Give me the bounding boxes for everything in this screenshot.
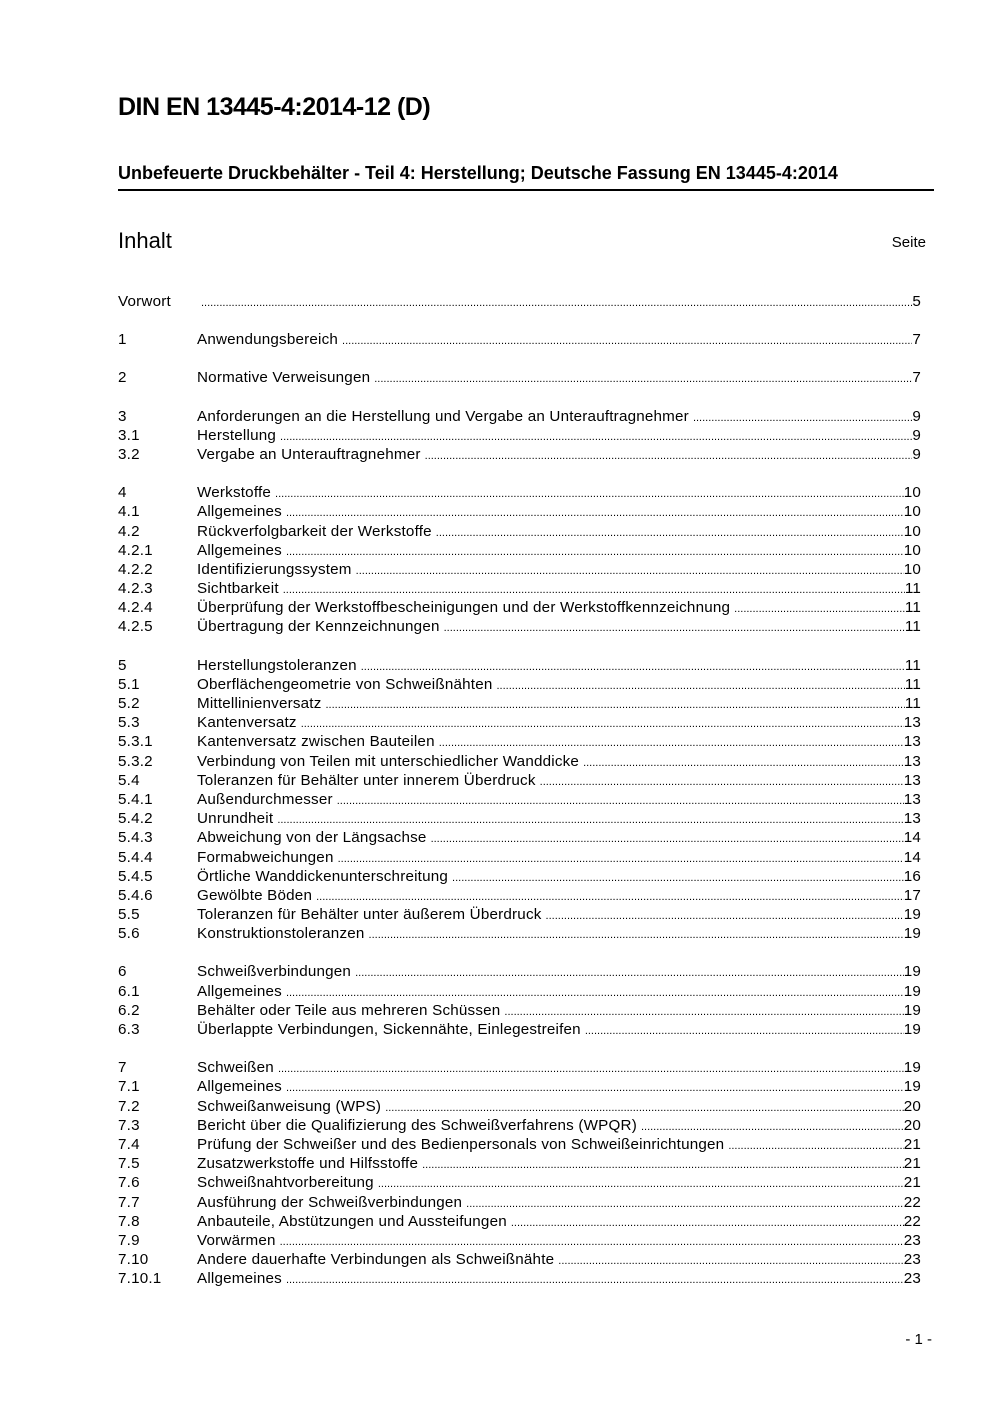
page-column-label: Seite: [891, 234, 926, 251]
toc-entry-title: Andere dauerhafte Verbindungen als Schweißnähte: [197, 1251, 555, 1269]
toc-entry-number: 4.2.1: [118, 541, 153, 559]
toc-entry-number: 5.4.3: [118, 829, 153, 847]
toc-entry-title: Ausführung der Schweißverbindungen: [197, 1193, 463, 1211]
toc-entry-number: 4.2: [118, 522, 140, 540]
toc-dot-leader: [546, 907, 904, 926]
toc-entry[interactable]: [118, 1212, 921, 1231]
toc-entry-page: 23: [903, 1231, 921, 1249]
toc-entry-page: 17: [903, 886, 921, 904]
toc-dot-leader: [425, 447, 913, 466]
toc-entry-page: 11: [904, 599, 921, 617]
toc-entry-title: Örtliche Wanddickenunterschreitung: [197, 867, 449, 885]
toc-dot-leader: [201, 294, 912, 313]
toc-entry-title: Rückverfolgbarkeit der Werkstoffe: [197, 522, 432, 540]
toc-entry[interactable]: [118, 867, 921, 886]
toc-entry-page: 13: [903, 771, 921, 789]
toc-entry-number: 2: [118, 369, 127, 387]
toc-entry-number: 5.4.2: [118, 810, 153, 828]
toc-entry-title: Normative Verweisungen: [197, 369, 371, 387]
toc-entry-number: 3.1: [118, 426, 140, 444]
toc-dot-leader: [497, 677, 905, 696]
toc-entry[interactable]: [118, 1001, 921, 1020]
toc-entry-number: 3.2: [118, 445, 140, 463]
toc-entry-title: Toleranzen für Behälter unter innerem Überdruck: [197, 771, 536, 789]
toc-entry-page: 21: [903, 1174, 921, 1192]
toc-entry-page: 10: [903, 541, 921, 559]
toc-dot-leader: [693, 409, 912, 428]
toc-group: [118, 292, 921, 311]
toc-entry[interactable]: [118, 1231, 921, 1250]
toc-entry-page: 13: [903, 790, 921, 808]
toc-entry-title: Allgemeines: [197, 1078, 282, 1096]
toc-entry-title: Allgemeines: [197, 541, 282, 559]
toc-dot-leader: [558, 1252, 903, 1271]
toc-entry[interactable]: [118, 1250, 921, 1269]
toc-entry-page: 11: [904, 656, 921, 674]
toc-entry-title: Gewölbte Böden: [197, 886, 313, 904]
toc-entry-title: Schweißanweisung (WPS): [197, 1097, 382, 1115]
toc-entry-number: 5.1: [118, 675, 140, 693]
toc-entry-number: 4.2.5: [118, 618, 153, 636]
toc-entry[interactable]: [118, 502, 921, 521]
toc-entry-page: 14: [903, 848, 921, 866]
toc-entry-number: 7.9: [118, 1231, 140, 1249]
toc-dot-leader: [436, 524, 904, 543]
toc-entry-number: 7.1: [118, 1078, 140, 1096]
toc-entry-page: 9: [912, 407, 921, 425]
toc-entry-page: 9: [912, 426, 921, 444]
toc-entry-page: 11: [904, 675, 921, 693]
toc-dot-leader: [511, 1214, 904, 1233]
toc-entry-title: Sichtbarkeit: [197, 580, 279, 598]
toc-entry-number: 3: [118, 407, 127, 425]
toc-entry[interactable]: [118, 1173, 921, 1192]
toc-entry[interactable]: [118, 1135, 921, 1154]
toc-entry-number: 7.3: [118, 1116, 140, 1134]
toc-entry-page: 22: [903, 1193, 921, 1211]
toc-entry-title: Herstellung: [197, 426, 277, 444]
toc-entry-title: Allgemeines: [197, 1270, 282, 1288]
toc-entry[interactable]: [118, 560, 921, 579]
toc-entry-title: Schweißnahtvorbereitung: [197, 1174, 374, 1192]
toc-entry[interactable]: [118, 1193, 921, 1212]
toc-entry-title: Identifizierungssystem: [197, 560, 352, 578]
toc-entry-title: Vergabe an Unterauftragnehmer: [197, 445, 421, 463]
toc-entry-page: 11: [904, 695, 921, 712]
toc-entry-number: 5.3: [118, 714, 140, 732]
toc-entry-title: Kantenversatz zwischen Bauteilen: [197, 733, 435, 751]
toc-entry[interactable]: [118, 848, 921, 867]
toc-entry-number: 6.2: [118, 1001, 140, 1019]
toc-entry-number: 5.4.4: [118, 848, 153, 866]
toc-entry-number: 7.10: [118, 1251, 149, 1269]
toc-entry-number: 4.2.3: [118, 580, 153, 598]
toc-entry[interactable]: [118, 598, 921, 617]
toc-dot-leader: [326, 696, 905, 715]
table-of-contents: [118, 292, 921, 1307]
toc-entry[interactable]: [118, 732, 921, 751]
toc-entry-page: 10: [903, 484, 921, 502]
toc-entry-page: 20: [903, 1097, 921, 1115]
toc-entry-page: 7: [912, 331, 921, 349]
toc-entry[interactable]: [118, 828, 921, 847]
page-number-footer: - 1 -: [905, 1331, 932, 1348]
toc-entry-page: 21: [903, 1155, 921, 1173]
toc-group: [118, 483, 921, 637]
toc-entry-number: 4.1: [118, 503, 140, 521]
toc-entry-title: Werkstoffe: [197, 484, 272, 502]
toc-dot-leader: [374, 370, 912, 389]
toc-entry-title: Zusatzwerkstoffe und Hilfsstoffe: [197, 1155, 419, 1173]
toc-entry-title: Behälter oder Teile aus mehreren Schüssen: [197, 1001, 501, 1019]
toc-entry-page: 22: [903, 1212, 921, 1230]
toc-entry[interactable]: [118, 752, 921, 771]
toc-entry-page: 7: [912, 369, 921, 387]
toc-dot-leader: [583, 754, 904, 773]
document-subtitle: Unbefeuerte Druckbehälter - Teil 4: Herstellung; Deutsche Fassung EN 13445-4:2014: [118, 163, 934, 191]
toc-entry-title: Übertragung der Kennzeichnungen: [197, 618, 440, 636]
toc-entry-page: 11: [904, 580, 921, 598]
toc-entry-number: 5.4.5: [118, 867, 153, 885]
toc-entry-title: Überlappte Verbindungen, Sickennähte, Einlegestreifen: [197, 1021, 581, 1038]
toc-entry-number: 5.4.1: [118, 790, 153, 808]
toc-entry[interactable]: [118, 426, 921, 445]
toc-entry-title: Bericht über die Qualifizierung des Schweißverfahrens (WPQR): [197, 1116, 637, 1134]
toc-dot-leader: [431, 830, 904, 849]
toc-entry[interactable]: [118, 694, 921, 713]
toc-entry-number: 4: [118, 484, 127, 502]
toc-entry-number: 6.1: [118, 982, 140, 1000]
toc-entry[interactable]: [118, 1269, 921, 1288]
toc-entry[interactable]: [118, 1154, 921, 1173]
toc-dot-leader: [466, 1195, 904, 1214]
toc-entry-number: 5.6: [118, 925, 140, 943]
toc-entry-page: 19: [903, 925, 921, 943]
toc-entry[interactable]: [118, 713, 921, 732]
toc-entry-number: 7.8: [118, 1212, 140, 1230]
toc-entry-number: 1: [118, 331, 127, 349]
toc-entry-number: 5: [118, 656, 127, 674]
toc-entry-page: 19: [903, 906, 921, 924]
toc-entry-page: 23: [903, 1251, 921, 1269]
toc-entry-title: Vorwärmen: [197, 1231, 276, 1249]
toc-entry-title: Formabweichungen: [197, 848, 334, 866]
toc-entry-page: 19: [903, 1021, 921, 1038]
toc-group: [118, 368, 921, 387]
toc-dot-leader: [356, 562, 904, 581]
toc-dot-leader: [278, 1060, 904, 1079]
toc-entry-number: 7.6: [118, 1174, 140, 1192]
toc-entry[interactable]: [118, 656, 921, 675]
toc-entry-page: 5: [912, 293, 921, 310]
toc-dot-leader: [342, 332, 912, 351]
toc-entry-page: 23: [903, 1270, 921, 1288]
toc-dot-leader: [734, 600, 905, 619]
toc-dot-leader: [355, 964, 904, 983]
toc-entry-title: Mittellinienversatz: [197, 695, 322, 712]
toc-dot-leader: [452, 869, 904, 888]
toc-entry-number: 7: [118, 1059, 127, 1077]
toc-dot-leader: [728, 1137, 903, 1156]
toc-entry[interactable]: [118, 886, 921, 905]
toc-entry-page: 16: [903, 867, 921, 885]
toc-dot-leader: [286, 1271, 904, 1290]
toc-entry-number: 5.4: [118, 771, 140, 789]
toc-entry-number: 6: [118, 963, 127, 981]
toc-group: [118, 656, 921, 944]
toc-entry[interactable]: [118, 982, 921, 1001]
toc-dot-leader: [422, 1156, 904, 1175]
toc-entry-title: Anwendungsbereich: [197, 331, 339, 349]
toc-entry-number: Vorwort: [118, 293, 171, 310]
toc-entry[interactable]: [118, 1097, 921, 1116]
toc-entry-title: Allgemeines: [197, 503, 282, 521]
toc-entry-title: Kantenversatz: [197, 714, 297, 732]
toc-entry[interactable]: [118, 1020, 921, 1039]
toc-entry-number: 7.5: [118, 1155, 140, 1173]
toc-entry[interactable]: [118, 790, 921, 809]
toc-entry-title: Überprüfung der Werkstoffbescheinigungen und der Werkstoffkennzeichnung: [197, 599, 731, 617]
toc-entry[interactable]: [118, 483, 921, 502]
toc-entry-page: 19: [903, 963, 921, 981]
toc-entry-number: 7.4: [118, 1135, 140, 1153]
toc-entry[interactable]: [118, 368, 921, 387]
toc-entry-page: 19: [903, 1059, 921, 1077]
toc-entry-title: Herstellungstoleranzen: [197, 656, 357, 674]
toc-entry-number: 5.4.6: [118, 886, 153, 904]
toc-entry-number: 4.2.4: [118, 599, 153, 617]
toc-entry-title: Prüfung der Schweißer und des Bedienpersonals von Schweißeinrichtungen: [197, 1135, 725, 1153]
toc-entry[interactable]: [118, 522, 921, 541]
toc-entry[interactable]: [118, 445, 921, 464]
toc-entry-title: Oberflächengeometrie von Schweißnähten: [197, 675, 493, 693]
toc-dot-leader: [369, 926, 904, 945]
toc-entry-page: 19: [903, 982, 921, 1000]
toc-entry-title: Verbindung von Teilen mit unterschiedlicher Wanddicke: [197, 752, 580, 770]
toc-entry[interactable]: [118, 809, 921, 828]
toc-entry-title: Schweißen: [197, 1059, 274, 1077]
toc-entry[interactable]: [118, 1116, 921, 1135]
toc-entry-page: 21: [903, 1135, 921, 1153]
toc-entry[interactable]: [118, 292, 921, 311]
toc-entry-number: 5.3.2: [118, 752, 153, 770]
toc-entry[interactable]: [118, 541, 921, 560]
toc-dot-leader: [585, 1022, 904, 1041]
toc-entry[interactable]: [118, 675, 921, 694]
toc-entry-title: Allgemeines: [197, 982, 282, 1000]
toc-entry-number: 5.5: [118, 906, 140, 924]
toc-group: [118, 330, 921, 349]
toc-entry[interactable]: [118, 579, 921, 598]
toc-entry-page: 13: [903, 810, 921, 828]
toc-entry[interactable]: [118, 962, 921, 981]
toc-entry-title: Anbauteile, Abstützungen und Aussteifungen: [197, 1212, 507, 1230]
toc-entry-page: 20: [903, 1116, 921, 1134]
toc-entry-title: Toleranzen für Behälter unter äußerem Überdruck: [197, 906, 542, 924]
toc-entry-number: 6.3: [118, 1021, 140, 1038]
toc-entry-page: 10: [903, 503, 921, 521]
toc-entry[interactable]: [118, 1058, 921, 1077]
toc-entry-page: 19: [903, 1078, 921, 1096]
toc-entry[interactable]: [118, 1077, 921, 1096]
toc-dot-leader: [444, 619, 905, 638]
toc-entry-title: Außendurchmesser: [197, 790, 333, 808]
toc-entry-page: 13: [903, 752, 921, 770]
toc-entry-page: 13: [903, 714, 921, 732]
toc-entry-page: 10: [903, 560, 921, 578]
toc-dot-leader: [286, 543, 904, 562]
toc-entry[interactable]: [118, 330, 921, 349]
toc-entry-number: 7.7: [118, 1193, 140, 1211]
toc-group: [118, 1058, 921, 1288]
toc-entry-page: 10: [903, 522, 921, 540]
toc-entry[interactable]: [118, 924, 921, 943]
toc-dot-leader: [540, 773, 904, 792]
toc-dot-leader: [275, 485, 904, 504]
toc-entry-number: 5.3.1: [118, 733, 153, 751]
toc-entry-page: 9: [912, 445, 921, 463]
toc-entry-number: 7.10.1: [118, 1270, 162, 1288]
toc-group: [118, 962, 921, 1039]
toc-entry-number: 4.2.2: [118, 560, 153, 578]
toc-group: [118, 407, 921, 465]
toc-entry[interactable]: [118, 905, 921, 924]
toc-entry-title: Abweichung von der Längsachse: [197, 829, 427, 847]
toc-entry-title: Konstruktionstoleranzen: [197, 925, 365, 943]
toc-entry-number: 7.2: [118, 1097, 140, 1115]
toc-entry[interactable]: [118, 771, 921, 790]
toc-dot-leader: [337, 792, 904, 811]
toc-entry[interactable]: [118, 407, 921, 426]
toc-entry[interactable]: [118, 617, 921, 636]
toc-heading: Inhalt: [118, 228, 172, 253]
toc-entry-number: 5.2: [118, 695, 140, 712]
toc-entry-title: Anforderungen an die Herstellung und Vergabe an Unterauftragnehmer: [197, 407, 689, 425]
toc-entry-title: Unrundheit: [197, 810, 274, 828]
toc-entry-page: 11: [904, 618, 921, 636]
toc-entry-title: Schweißverbindungen: [197, 963, 352, 981]
toc-entry-page: 19: [903, 1001, 921, 1019]
document-id: DIN EN 13445-4:2014-12 (D): [118, 93, 431, 121]
toc-entry-page: 14: [903, 829, 921, 847]
toc-entry-page: 13: [903, 733, 921, 751]
